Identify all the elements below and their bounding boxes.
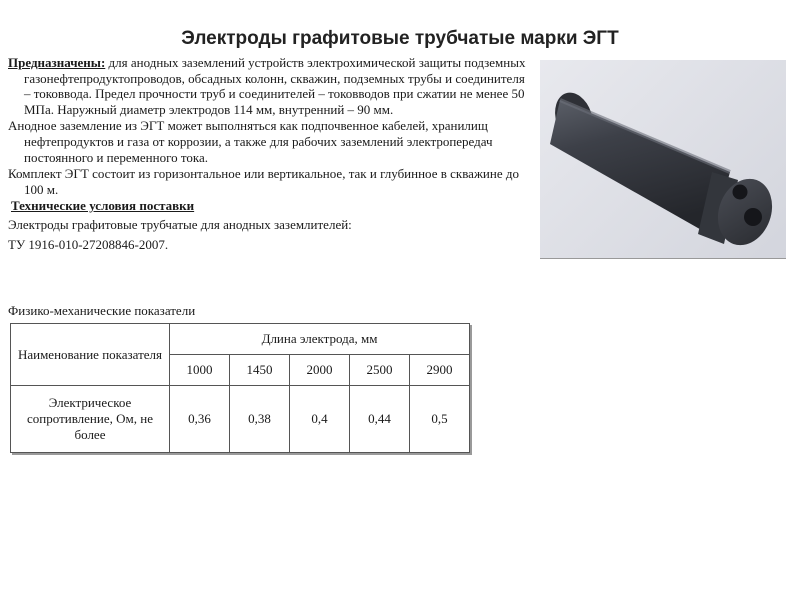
length-cell: 2000 <box>290 355 350 386</box>
value-cell: 0,5 <box>410 386 470 453</box>
purpose-paragraph <box>8 55 526 117</box>
length-cell: 2500 <box>350 355 410 386</box>
value-cell: 0,44 <box>350 386 410 453</box>
physical-mechanical-label: Физико-механические показатели <box>8 303 196 318</box>
anodic-grounding-paragraph: Анодное заземление из ЭГТ может выполняться как подпочвенное кабелей, хранилищ нефтепродуктов и газа от коррозии, а также для рабочих заземлений электропередач постоянного и переменного тока. <box>8 118 493 165</box>
tu-line: ТУ 1916-010-27208846-2007. <box>8 236 169 252</box>
electrode-photo <box>540 60 786 259</box>
length-cell: 2900 <box>410 355 470 386</box>
kit-paragraph: Комплект ЭГТ состоит из горизонтальное или вертикальное, так и глубинное в скважине до 100 м. <box>8 166 519 197</box>
length-cell: 1450 <box>230 355 290 386</box>
delivery-conditions-heading: Технические условия поставки <box>11 198 195 214</box>
electrodes-line: Электроды графитовые трубчатые для анодных заземлителей: <box>8 216 352 232</box>
table-row <box>11 386 470 453</box>
col-header-indicator: Наименование показателя <box>11 324 170 386</box>
graphite-electrode-image <box>540 60 786 258</box>
value-cell: 0,38 <box>230 386 290 453</box>
row-label-resistance: Электрическое сопротивление, Ом, не более <box>11 386 170 453</box>
col-header-length-group: Длина электрода, мм <box>170 324 470 355</box>
value-cell: 0,4 <box>290 386 350 453</box>
table-header-row <box>11 324 470 355</box>
description-text <box>8 55 526 252</box>
purpose-label: Предназначены: <box>8 55 106 70</box>
value-cell: 0,36 <box>170 386 230 453</box>
page-title: Электроды графитовые трубчатые марки ЭГТ <box>181 28 619 49</box>
spec-table <box>10 323 470 453</box>
purpose-text: для анодных заземлений устройств электрохимической защиты подземных газонефтепродуктопроводов, обсадных колонн, скважин, подземных трубы и соединителя – токоввода. Предел прочности труб и соединителей – токовводов при сжатии не менее 50 МПа. Наружный диаметр электродов 114 мм, внутренний – 90 мм. <box>24 55 526 117</box>
length-cell: 1000 <box>170 355 230 386</box>
